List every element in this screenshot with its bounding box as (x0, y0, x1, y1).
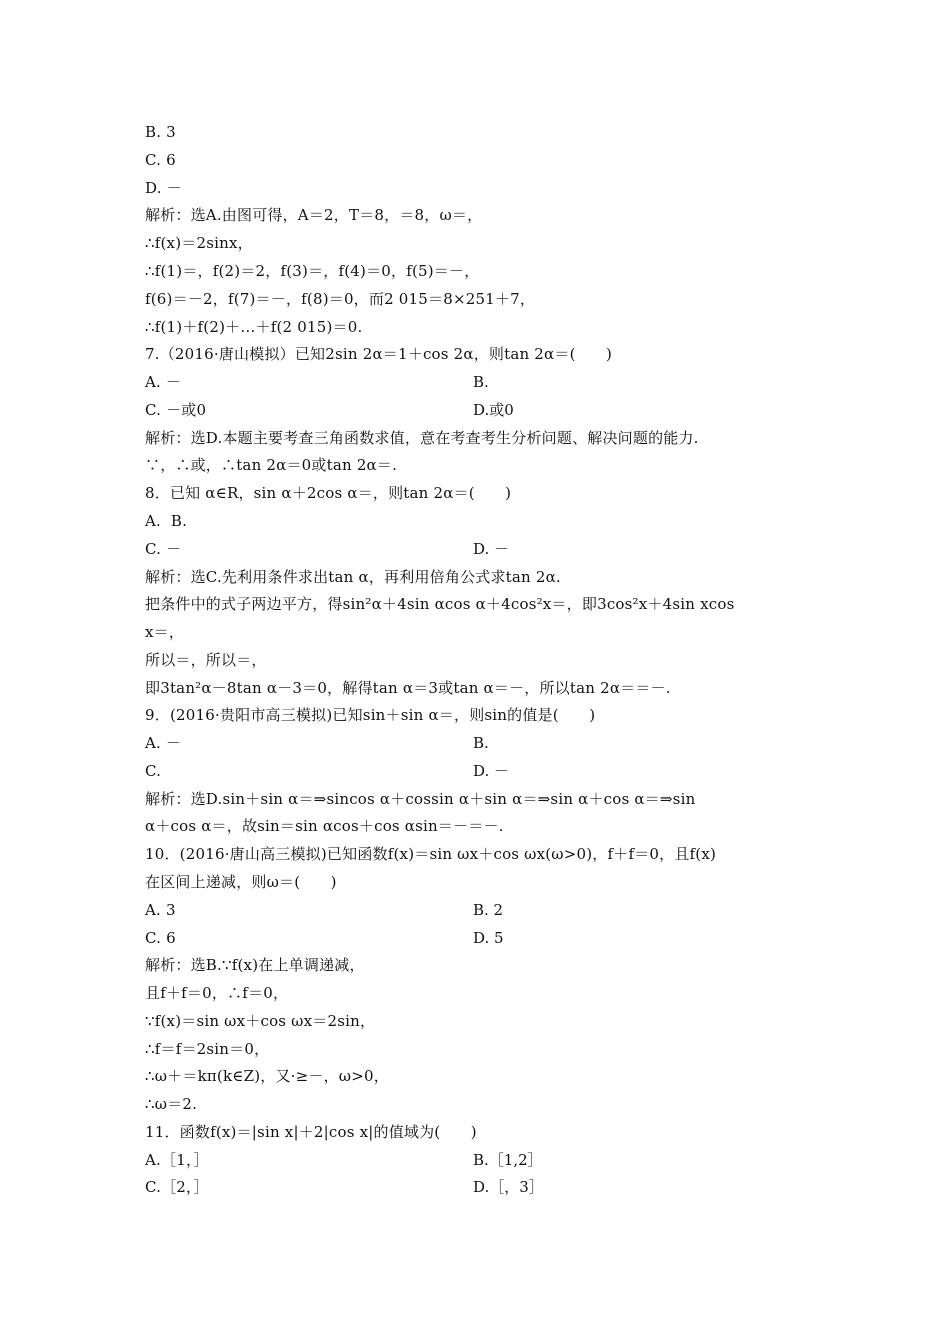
option-b: B.［1,2］ (473, 1151, 543, 1169)
text-line: 把条件中的式子两边平方，得sin²α＋4sin αcos α＋4cos²x＝，即3cos²x＋4sin xcos (145, 595, 735, 613)
text-line: f(6)＝－2，f(7)＝－，f(8)＝0，而2 015＝8×251＋7， (145, 290, 536, 308)
option-b: B. (473, 373, 489, 391)
question-10: 10．(2016·唐山高三模拟)已知函数f(x)＝sin ωx＋cos ωx(ω>0)，f＋f＝0，且f(x) (145, 845, 717, 863)
text-line: ∴f(1)＝，f(2)＝2，f(3)＝，f(4)＝0，f(5)＝－， (145, 262, 480, 280)
option-a: A. 3 (145, 901, 176, 919)
text-line: ∴ω＋＝kπ(k∈Z)，又·≥－，ω>0， (145, 1067, 389, 1085)
question-8: 8．已知 α∈R，sin α＋2cos α＝，则tan 2α＝( ) (145, 484, 512, 502)
option-d: D.［，3］ (473, 1178, 544, 1196)
text-line: 所以＝，所以＝， (145, 651, 267, 669)
option-c: C. 6 (145, 929, 176, 947)
text-line: B. 3 (145, 123, 176, 141)
option-b: B. 2 (473, 901, 504, 919)
text-line: 解析：选C.先利用条件求出tan α，再利用倍角公式求tan 2α. (145, 568, 561, 586)
option-a: A. B. (145, 512, 188, 530)
text-line: ∴f＝f＝2sin＝0， (145, 1040, 270, 1058)
option-c: C. (145, 762, 162, 780)
text-line: 解析：选B.∵f(x)在上单调递减， (145, 956, 365, 974)
text-line: 即3tan²α－8tan α－3＝0，解得tan α＝3或tan α＝－，所以tan 2α＝＝－. (145, 679, 671, 697)
question-7: 7.（2016·唐山模拟）已知2sin 2α＝1＋cos 2α，则tan 2α＝( ) (145, 345, 613, 363)
question-11: 11．函数f(x)＝|sin x|＋2|cos x|的值域为( ) (145, 1123, 477, 1141)
text-line: 解析：选D.本题主要考查三角函数求值，意在考查考生分析问题、解决问题的能力. (145, 429, 699, 447)
text-line: C. 6 (145, 151, 176, 169)
option-b: B. (473, 734, 489, 752)
option-d: D. － (473, 762, 510, 780)
option-d: D. － (473, 540, 510, 558)
option-c: C. －或0 (145, 401, 207, 419)
option-d: D. 5 (473, 929, 504, 947)
question-9: 9．(2016·贵阳市高三模拟)已知sin＋sin α＝，则sin的值是( ) (145, 706, 596, 724)
text-line: ∴f(1)＋f(2)＋…＋f(2 015)＝0. (145, 318, 363, 336)
text-line: ∴f(x)＝2sinx， (145, 234, 253, 252)
text-line: 且f＋f＝0，∴f＝0， (145, 984, 289, 1002)
option-d: D.或0 (473, 401, 514, 419)
option-a: A.［1，］ (145, 1151, 209, 1169)
option-a: A. － (145, 734, 182, 752)
text-line: 在区间上递减，则ω＝( ) (145, 873, 337, 891)
option-a: A. － (145, 373, 182, 391)
text-line: α＋cos α＝，故sin＝sin αcos＋cos αsin＝－＝－. (145, 817, 504, 835)
text-line: ∵，∴或，∴tan 2α＝0或tan 2α＝. (145, 456, 398, 474)
text-line: D. － (145, 179, 182, 197)
text-line: 解析：选D.sin＋sin α＝⇒sincos α＋cossin α＋sin α＝⇒sin α＋cos α＝⇒sin (145, 790, 696, 808)
text-line: 解析：选A.由图可得，A＝2，T＝8，＝8，ω＝， (145, 206, 483, 224)
option-c: C. － (145, 540, 182, 558)
text-line: ∵f(x)＝sin ωx＋cos ωx＝2sin， (145, 1012, 376, 1030)
text-line: ∴ω＝2. (145, 1095, 198, 1113)
option-c: C.［2，］ (145, 1178, 209, 1196)
text-line: x＝， (145, 623, 185, 641)
